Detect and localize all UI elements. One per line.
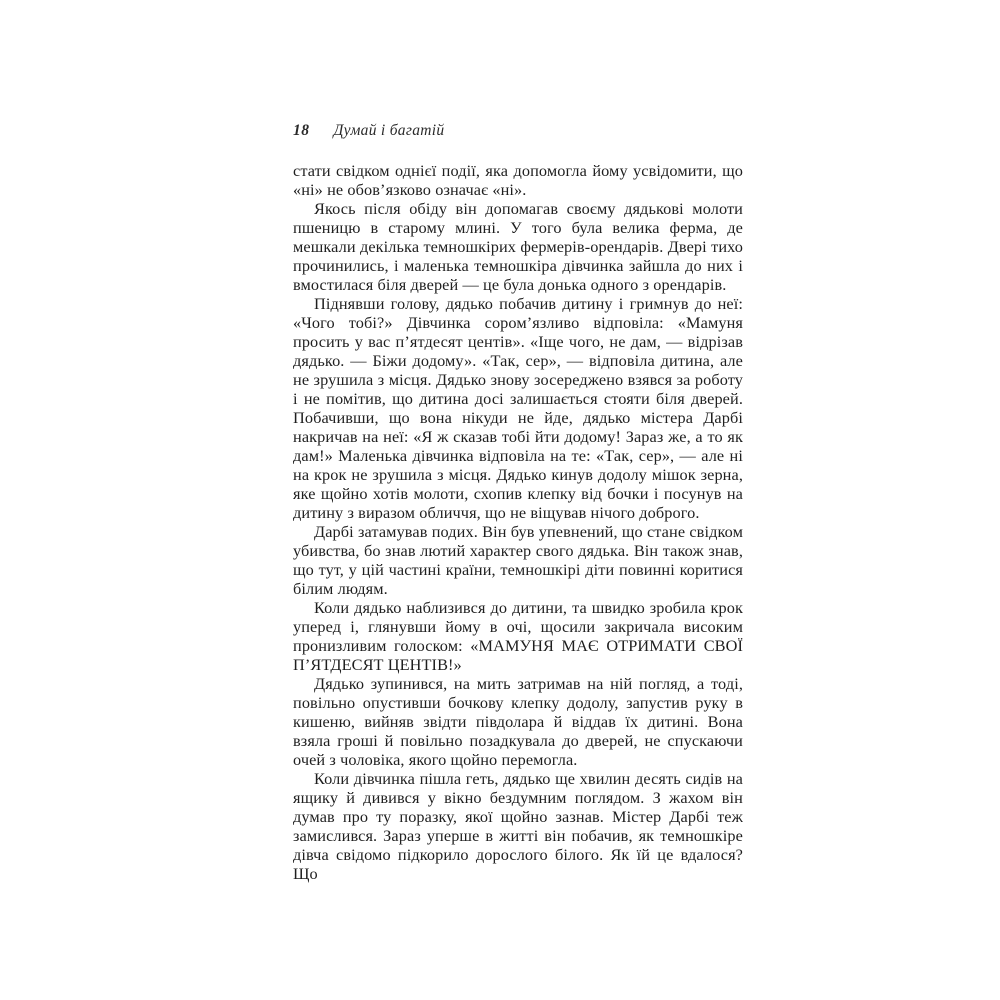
running-head — [293, 122, 743, 140]
running-title: Думай і багатій — [333, 122, 445, 139]
paragraph: стати свідком однієї події, яка допомогла йому усвідомити, що «ні» не обов’язково означає «ні». — [293, 161, 743, 199]
paragraph: Коли дядько наблизився до дитини, та швидко зробила крок уперед і, глянувши йому в очі, щосили закричала високим пронизливим голоском: «МАМУНЯ МАЄ ОТРИМАТИ СВОЇ П’ЯТДЕСЯТ ЦЕНТІВ!» — [293, 598, 743, 674]
body-text — [293, 161, 743, 883]
paragraph: Якось після обіду він допомагав своєму дядькові молоти пшеницю в старому млині. У того була велика ферма, де мешкали декілька темношкірих фермерів-орендарів. Двері тихо прочинились, і маленька темношкіра дівчинка зайшла до них і вмостилася біля дверей — це була донька одного з орендарів. — [293, 199, 743, 294]
paragraph: Коли дівчинка пішла геть, дядько ще хвилин десять сидів на ящику й дивився у вікно бездумним поглядом. З жахом він думав про ту поразку, якої щойно зазнав. Містер Дарбі теж замислився. Зараз уперше в житті він побачив, як темношкіре дівча свідомо підкорило дорослого білого. Як їй це вдалося? Що — [293, 769, 743, 883]
paragraph: Дядько зупинився, на мить затримав на ній погляд, а тоді, повільно опустивши бочкову клепку додолу, запустив руку в кишеню, вийняв звідти півдолара й віддав їх дитині. Вона взяла гроші й повільно позадкувала до дверей, не спускаючи очей з чоловіка, якого щойно перемогла. — [293, 674, 743, 769]
text-block — [293, 122, 743, 883]
page-number: 18 — [293, 122, 310, 139]
paragraph: Дарбі затамував подих. Він був упевнений, що стане свідком убивства, бо знав лютий характер свого дядька. Він також знав, що тут, у цій частині країни, темношкірі діти повинні коритися білим людям. — [293, 522, 743, 598]
paragraph: Піднявши голову, дядько побачив дитину і гримнув до неї: «Чого тобі?» Дівчинка сором’язливо відповіла: «Мамуня просить у вас п’ятдесят центів». «Іще чого, не дам, — відрізав дядько. — Біжи додому». «Так, сер», — відповіла дитина, але не зрушила з місця. Дядько знову зосереджено взявся за роботу і не помітив, що дитина досі залишається стояти біля дверей. Побачивши, що вона нікуди не йде, дядько містера Дарбі накричав на неї: «Я ж сказав тобі йти додому! Зараз же, а то як дам!» Маленька дівчинка відповіла на те: «Так, сер», — але ні на крок не зрушила з місця. Дядько кинув додолу мішок зерна, яке щойно хотів молоти, схопив клепку від бочки і посунув на дитину з виразом обличчя, що не віщував нічого доброго. — [293, 294, 743, 522]
